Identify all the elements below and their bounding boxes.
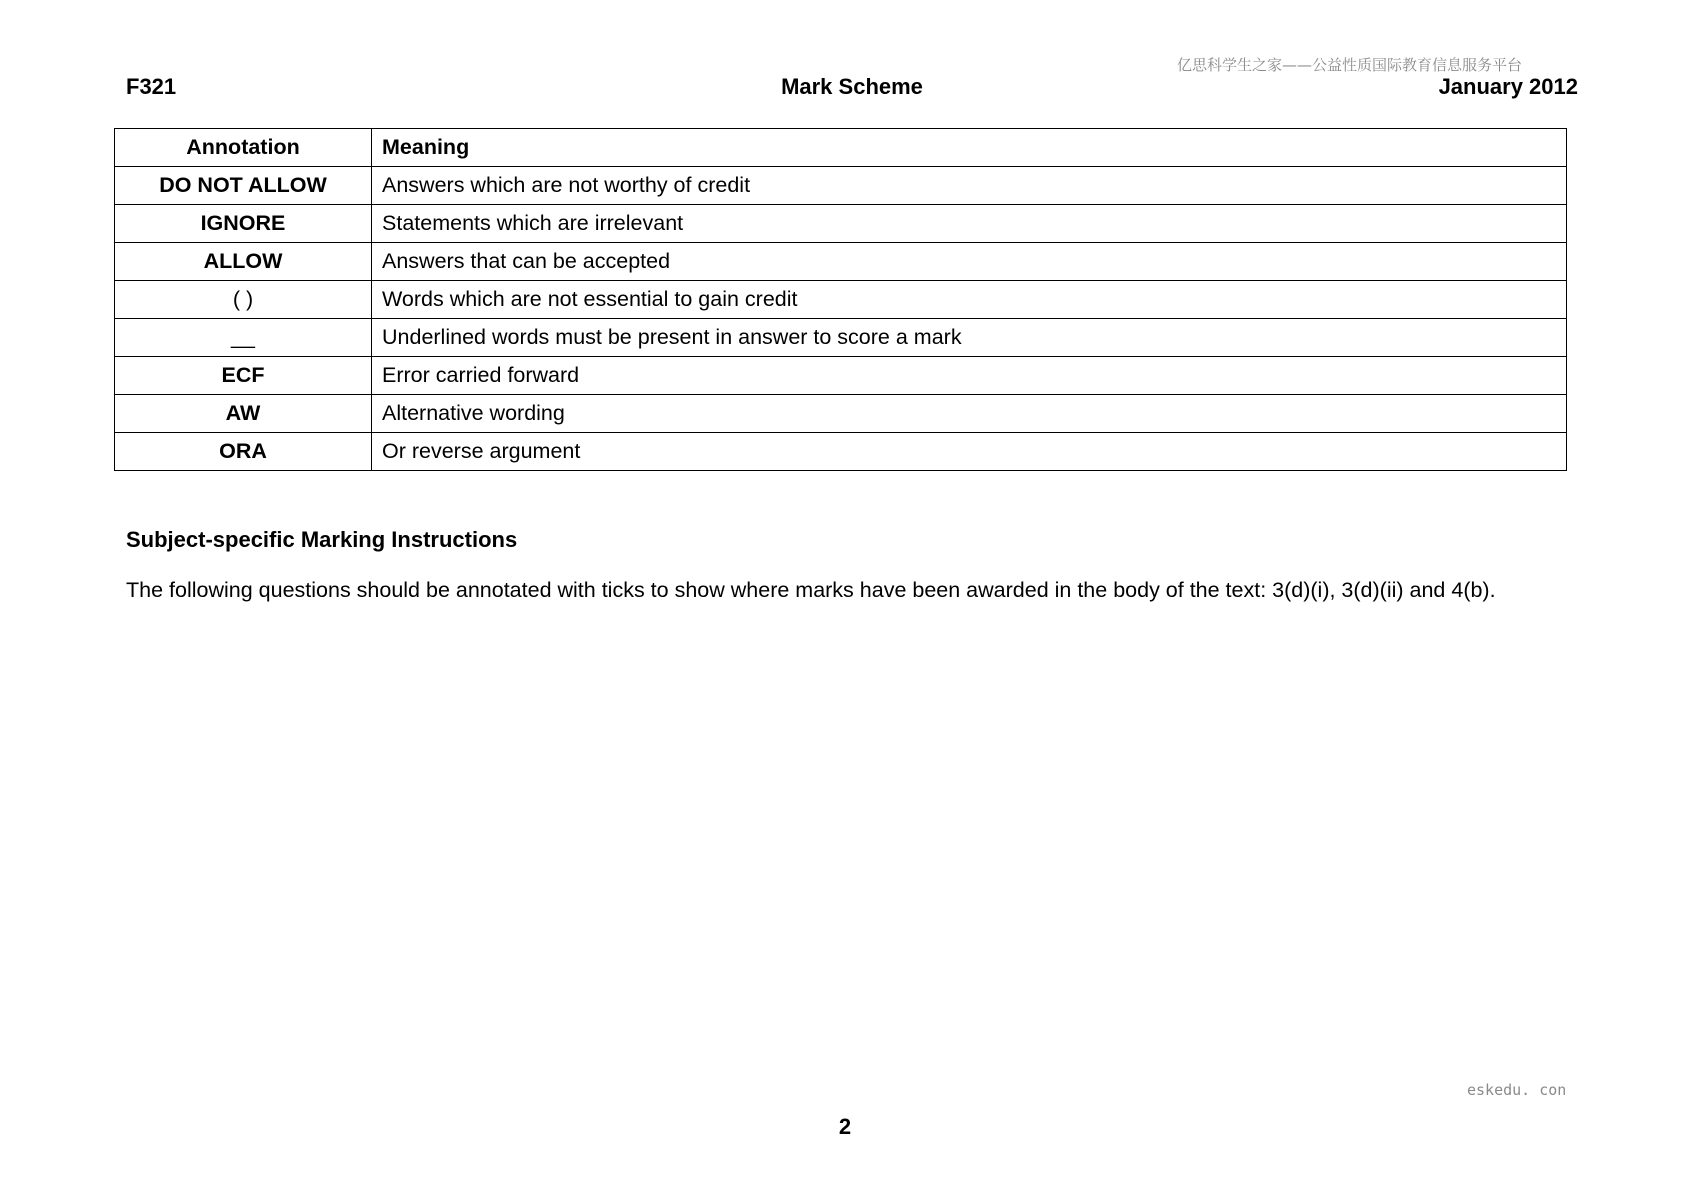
annotation-cell: AW: [115, 395, 372, 433]
meaning-cell: Alternative wording: [372, 395, 1567, 433]
document-date: January 2012: [1438, 74, 1578, 99]
annotation-cell: ORA: [115, 433, 372, 471]
meaning-cell: Error carried forward: [372, 357, 1567, 395]
meaning-cell: Answers which are not worthy of credit: [372, 167, 1567, 205]
table-row: [115, 433, 1567, 471]
table-row: [115, 205, 1567, 243]
table-row: [115, 167, 1567, 205]
table-row: [115, 357, 1567, 395]
meaning-cell: Underlined words must be present in answer to score a mark: [372, 319, 1567, 357]
column-header-annotation: Annotation: [115, 129, 372, 167]
table-row: [115, 319, 1567, 357]
watermark-top: 亿思科学生之家——公益性质国际教育信息服务平台: [1177, 56, 1523, 74]
table-header-row: [115, 129, 1567, 167]
page-number: 2: [838, 1114, 852, 1139]
annotation-table: [114, 128, 1567, 471]
meaning-cell: Or reverse argument: [372, 433, 1567, 471]
annotation-cell: ECF: [115, 357, 372, 395]
column-header-meaning: Meaning: [372, 129, 1567, 167]
annotation-cell: ( ): [115, 281, 372, 319]
section-heading: Subject-specific Marking Instructions: [126, 527, 518, 552]
meaning-cell: Words which are not essential to gain credit: [372, 281, 1567, 319]
table-row: [115, 281, 1567, 319]
table-row: [115, 395, 1567, 433]
annotation-cell: DO NOT ALLOW: [115, 167, 372, 205]
meaning-cell: Statements which are irrelevant: [372, 205, 1567, 243]
annotation-cell: IGNORE: [115, 205, 372, 243]
meaning-cell: Answers that can be accepted: [372, 243, 1567, 281]
annotation-cell: __: [115, 319, 372, 357]
document-title: Mark Scheme: [781, 74, 923, 99]
watermark-bottom: eskedu. con: [1467, 1081, 1567, 1099]
document-code: F321: [126, 74, 177, 99]
instructions-text: The following questions should be annotated with ticks to show where marks have been awarded in the body of the text: 3(d)(i), 3(d)(ii) and 4(b).: [126, 578, 1496, 602]
table-row: [115, 243, 1567, 281]
annotation-cell: ALLOW: [115, 243, 372, 281]
